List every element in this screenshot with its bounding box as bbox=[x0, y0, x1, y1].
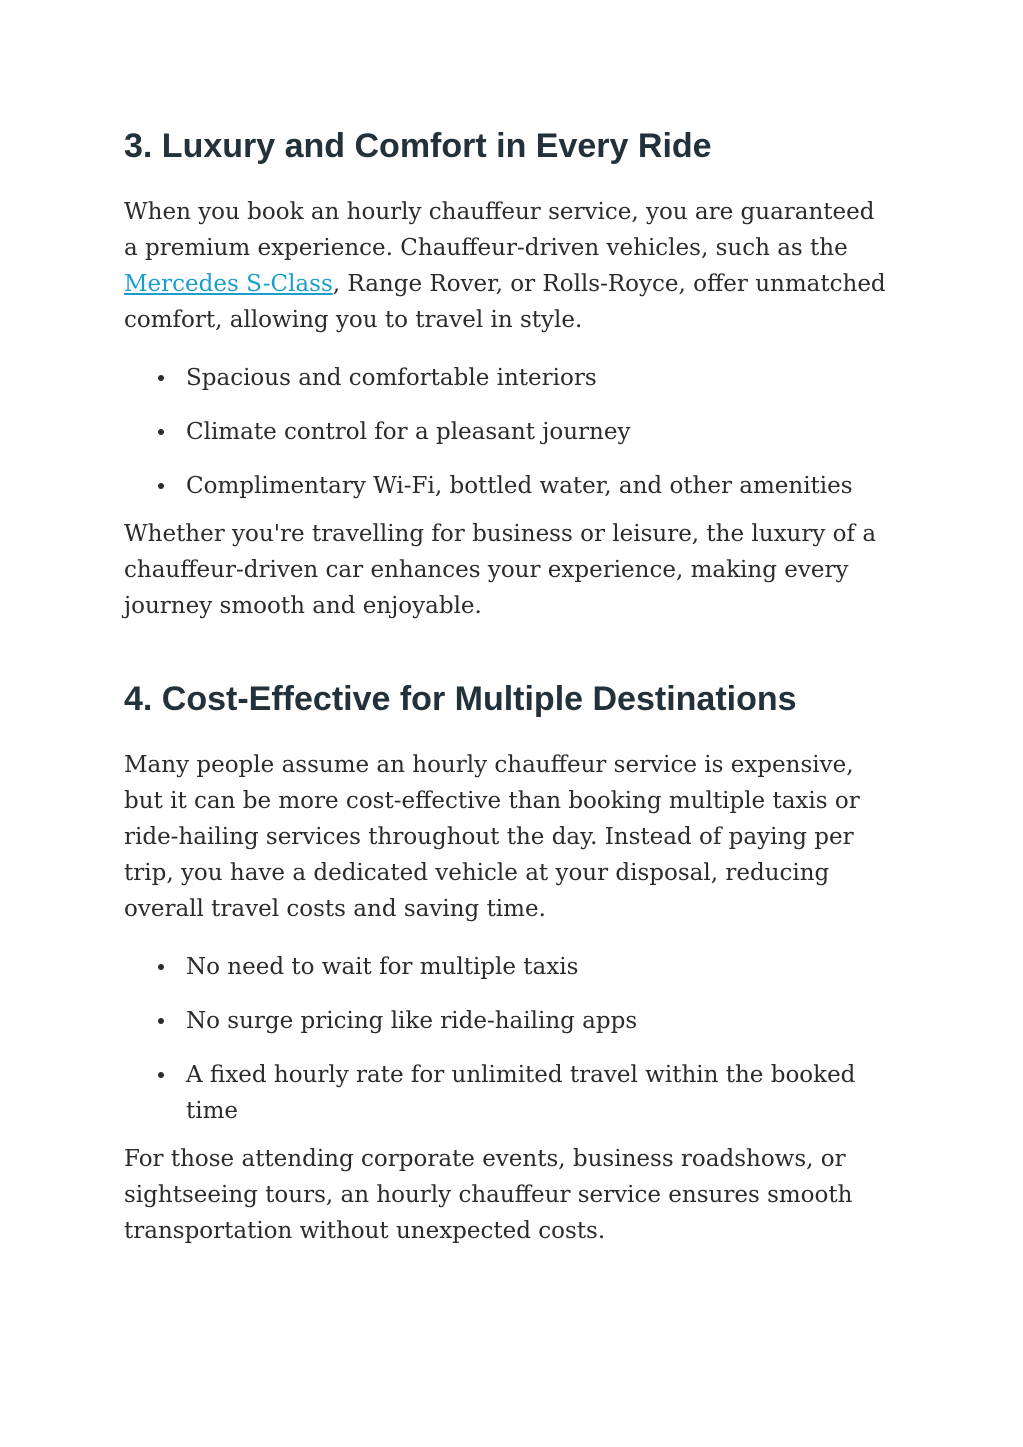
list-item bbox=[124, 1057, 894, 1129]
section-3-intro-text-end: , Range Rover, or Rolls-Royce, offer unmatched comfort, allowing you to travel in style. bbox=[124, 271, 886, 333]
section-3-intro-paragraph bbox=[124, 194, 894, 338]
bullet-icon bbox=[158, 1018, 164, 1024]
list-item bbox=[124, 468, 894, 504]
article-content bbox=[124, 0, 894, 1249]
list-item-text: No surge pricing like ride-hailing apps bbox=[186, 1008, 638, 1034]
section-4-bullet-list bbox=[124, 949, 894, 1129]
section-3-closing-paragraph: Whether you're travelling for business or leisure, the luxury of a chauffeur-driven car enhances your experience, making every journey smooth and enjoyable. bbox=[124, 521, 877, 619]
bullet-icon bbox=[158, 483, 164, 489]
list-item-text: A fixed hourly rate for unlimited travel within the booked time bbox=[186, 1062, 856, 1124]
list-item bbox=[124, 414, 894, 450]
section-3-heading: 3. Luxury and Comfort in Every Ride bbox=[124, 127, 712, 165]
list-item-text: Complimentary Wi-Fi, bottled water, and other amenities bbox=[186, 473, 853, 499]
section-4-heading: 4. Cost-Effective for Multiple Destinations bbox=[124, 680, 797, 718]
section-4-intro-paragraph: Many people assume an hourly chauffeur service is expensive, but it can be more cost-effective than booking multiple taxis or ride-hailing services throughout the day. Instead of paying per trip, you have a dedicated vehicle at your disposal, reducing overall travel costs and saving time. bbox=[124, 752, 860, 922]
list-item-text: Spacious and comfortable interiors bbox=[186, 365, 597, 391]
section-3-bullet-list bbox=[124, 360, 894, 504]
bullet-icon bbox=[158, 429, 164, 435]
list-item-text: Climate control for a pleasant journey bbox=[186, 419, 631, 445]
bullet-icon bbox=[158, 1072, 164, 1078]
list-item bbox=[124, 949, 894, 985]
section-4-closing-paragraph: For those attending corporate events, business roadshows, or sightseeing tours, an hourly chauffeur service ensures smooth transportation without unexpected costs. bbox=[124, 1146, 853, 1244]
mercedes-s-class-link[interactable]: Mercedes S-Class bbox=[124, 271, 333, 297]
list-item bbox=[124, 1003, 894, 1039]
list-item bbox=[124, 360, 894, 396]
section-3-intro-text-start: When you book an hourly chauffeur service, you are guaranteed a premium experience. Chauffeur-driven vehicles, such as the bbox=[124, 199, 875, 261]
bullet-icon bbox=[158, 964, 164, 970]
list-item-text: No need to wait for multiple taxis bbox=[186, 954, 579, 980]
bullet-icon bbox=[158, 375, 164, 381]
